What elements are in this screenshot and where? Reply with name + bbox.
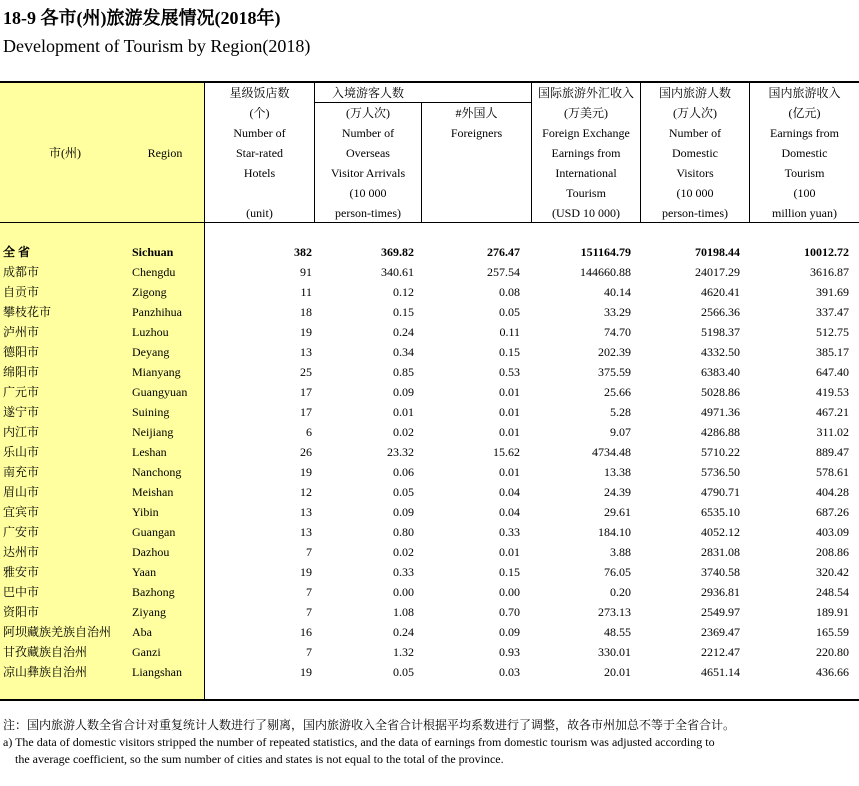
cell-domestic-visitors: 5710.22 [701, 445, 740, 459]
cell-domestic-visitors: 4332.50 [701, 345, 740, 359]
cell-domestic-visitors: 4052.12 [701, 525, 740, 539]
cell-fx: 375.59 [598, 365, 631, 379]
header-hotels-line: (unit) [246, 206, 273, 220]
cell-region-en: Suining [132, 405, 170, 419]
table-title-cn: 18-9 各市(州)旅游发展情况(2018年) [3, 8, 281, 28]
cell-domestic-earnings: 320.42 [816, 565, 849, 579]
cell-domestic-visitors: 2566.36 [701, 305, 740, 319]
cell-domestic-earnings: 189.91 [816, 605, 849, 619]
cell-fx: 202.39 [598, 345, 631, 359]
header-domestic-earnings-line: Earnings from [770, 126, 839, 140]
cell-domestic-visitors: 6535.10 [701, 505, 740, 519]
cell-overseas: 0.24 [393, 325, 414, 339]
cell-domestic-visitors: 24017.29 [695, 265, 740, 279]
header-overseas-line: Number of [341, 126, 395, 140]
cell-domestic-earnings: 311.02 [816, 425, 849, 439]
cell-hotels: 19 [300, 325, 312, 339]
cell-city-cn: 乐山市 [3, 445, 40, 459]
cell-city-cn: 雅安市 [3, 565, 40, 579]
cell-city-cn: 达州市 [3, 545, 40, 559]
header-foreigners-line: Foreigners [450, 126, 503, 140]
cell-hotels: 25 [300, 365, 312, 379]
cell-domestic-visitors: 4971.36 [701, 405, 740, 419]
table-row-total [0, 242, 859, 262]
cell-overseas: 0.02 [393, 545, 414, 559]
header-hotels-line: Star-rated [235, 146, 284, 160]
cell-domestic-visitors: 6383.40 [701, 365, 740, 379]
cell-city-cn: 巴中市 [3, 585, 40, 599]
header-domestic-earnings-line: 国内旅游收入 [768, 86, 841, 100]
cell-domestic-visitors: 2936.81 [701, 585, 740, 599]
header-fx-line: (USD 10 000) [552, 206, 620, 220]
cell-domestic-earnings: 248.54 [816, 585, 849, 599]
cell-fx: 40.14 [604, 285, 631, 299]
header-domestic-visitors-line: Number of [668, 126, 722, 140]
cell-fx: 273.13 [598, 605, 631, 619]
cell-city-cn: 资阳市 [3, 605, 40, 619]
header-fx-line: (万美元) [564, 106, 608, 120]
header-hotels-line: (个) [249, 106, 270, 120]
cell-overseas: 0.34 [393, 345, 414, 359]
cell-domestic-earnings: 337.47 [816, 305, 849, 319]
cell-city-cn: 广元市 [3, 385, 40, 399]
cell-domestic-earnings: 436.66 [816, 665, 849, 679]
cell-domestic-earnings: 512.75 [816, 325, 849, 339]
cell-overseas: 0.09 [393, 385, 414, 399]
cell-foreigners: 0.70 [499, 605, 520, 619]
cell-foreigners: 0.11 [499, 325, 520, 339]
table-row [0, 402, 859, 422]
cell-city-cn: 眉山市 [3, 485, 40, 499]
table-row [0, 542, 859, 562]
table-row [0, 462, 859, 482]
cell-fx: 76.05 [604, 565, 631, 579]
cell-domestic-visitors: 70198.44 [695, 245, 740, 259]
footnote-cn: 注：国内旅游人数全省合计对重复统计人数进行了剔离，国内旅游收入全省合计根据平均系数进行了调整，故各市州加总不等于全省合计。 [3, 718, 736, 732]
cell-foreigners: 0.03 [499, 665, 520, 679]
cell-foreigners: 0.01 [499, 385, 520, 399]
cell-domestic-earnings: 385.17 [816, 345, 849, 359]
cell-domestic-earnings: 404.28 [816, 485, 849, 499]
cell-fx: 4734.48 [592, 445, 631, 459]
cell-city-cn: 内江市 [3, 425, 40, 439]
cell-domestic-visitors: 5736.50 [701, 465, 740, 479]
cell-overseas: 0.01 [393, 405, 414, 419]
cell-hotels: 7 [306, 545, 312, 559]
header-domestic-earnings-line: million yuan) [772, 206, 837, 220]
header-domestic-earnings-line: (亿元) [788, 106, 821, 120]
cell-overseas: 0.02 [393, 425, 414, 439]
header-overseas-line: (万人次) [346, 106, 390, 120]
cell-city-cn: 泸州市 [3, 325, 40, 339]
cell-region-en: Ganzi [132, 645, 161, 659]
cell-fx: 184.10 [598, 525, 631, 539]
cell-foreigners: 0.01 [499, 425, 520, 439]
cell-overseas: 0.15 [393, 305, 414, 319]
cell-foreigners: 0.15 [499, 565, 520, 579]
header-domestic-earnings-line: Domestic [781, 146, 828, 160]
cell-fx: 48.55 [604, 625, 631, 639]
cell-foreigners: 0.00 [499, 585, 520, 599]
cell-overseas: 0.06 [393, 465, 414, 479]
cell-foreigners: 0.09 [499, 625, 520, 639]
table-row [0, 642, 859, 662]
cell-domestic-visitors: 3740.58 [701, 565, 740, 579]
table-row [0, 382, 859, 402]
table-row [0, 582, 859, 602]
cell-foreigners: 0.93 [499, 645, 520, 659]
cell-hotels: 7 [306, 645, 312, 659]
cell-region-en: Meishan [132, 485, 174, 499]
cell-domestic-visitors: 4651.14 [701, 665, 740, 679]
table-row [0, 522, 859, 542]
cell-hotels: 6 [306, 425, 312, 439]
cell-hotels: 13 [300, 345, 312, 359]
cell-city-cn: 宜宾市 [3, 505, 40, 519]
table-bottom-rule [0, 699, 859, 701]
cell-overseas: 340.61 [381, 265, 414, 279]
cell-foreigners: 15.62 [493, 445, 520, 459]
header-domestic-visitors-line: (10 000 [676, 186, 714, 200]
table-row [0, 662, 859, 682]
cell-region-en: Nanchong [132, 465, 182, 479]
cell-domestic-visitors: 4286.88 [701, 425, 740, 439]
header-overseas-line: person-times) [335, 206, 401, 220]
cell-region-en: Liangshan [132, 665, 182, 679]
table-row [0, 622, 859, 642]
cell-fx: 144660.88 [580, 265, 631, 279]
cell-foreigners: 257.54 [487, 265, 520, 279]
cell-hotels: 16 [300, 625, 312, 639]
header-hotels-line: Number of [233, 126, 286, 140]
table-row [0, 602, 859, 622]
header-foreigners-line: #外国人 [455, 106, 498, 120]
cell-region-en: Sichuan [132, 245, 174, 259]
cell-hotels: 7 [306, 585, 312, 599]
cell-fx: 33.29 [604, 305, 631, 319]
cell-overseas: 0.80 [393, 525, 414, 539]
footnotes [3, 717, 735, 768]
footnote-en-line2: the average coefficient, so the sum number of cities and states is not equal to the total of the province. [3, 752, 504, 766]
cell-overseas: 0.33 [393, 565, 414, 579]
cell-overseas: 0.05 [393, 485, 414, 499]
cell-region-en: Aba [132, 625, 152, 639]
cell-domestic-visitors: 4790.71 [701, 485, 740, 499]
cell-overseas: 23.32 [387, 445, 414, 459]
table-title-en: Development of Tourism by Region(2018) [3, 36, 311, 56]
cell-domestic-earnings: 220.80 [816, 645, 849, 659]
cell-foreigners: 0.53 [499, 365, 520, 379]
cell-city-cn: 攀枝花市 [3, 305, 52, 319]
cell-city-cn: 德阳市 [3, 345, 40, 359]
header-hotels-line: Hotels [243, 166, 276, 180]
header-domestic-visitors-line: Visitors [676, 166, 714, 180]
cell-region-en: Luzhou [132, 325, 169, 339]
cell-hotels: 17 [300, 385, 312, 399]
cell-fx: 20.01 [604, 665, 631, 679]
cell-region-en: Leshan [132, 445, 167, 459]
cell-hotels: 17 [300, 405, 312, 419]
cell-region-en: Zigong [132, 285, 167, 299]
header-domestic-visitors-line: (万人次) [673, 106, 717, 120]
cell-overseas: 0.24 [393, 625, 414, 639]
table-row [0, 302, 859, 322]
cell-fx: 151164.79 [580, 245, 631, 259]
cell-fx: 13.38 [604, 465, 631, 479]
header-overseas-line: Visitor Arrivals [330, 166, 406, 180]
cell-foreigners: 276.47 [487, 245, 520, 259]
cell-foreigners: 0.01 [499, 465, 520, 479]
cell-overseas: 1.08 [393, 605, 414, 619]
cell-hotels: 7 [306, 605, 312, 619]
cell-city-cn: 甘孜藏族自治州 [3, 645, 88, 659]
table-row [0, 362, 859, 382]
cell-hotels: 19 [300, 665, 312, 679]
footnote-en-line1: a) The data of domestic visitors stripped the number of repeated statistics, and the data of earnings from domestic tourism was adjusted according to [3, 735, 715, 749]
cell-domestic-earnings: 165.59 [816, 625, 849, 639]
cell-region-en: Bazhong [132, 585, 175, 599]
table-row [0, 342, 859, 362]
cell-region-en: Mianyang [132, 365, 181, 379]
header-fx-line: International [555, 166, 617, 180]
cell-fx: 74.70 [604, 325, 631, 339]
cell-city-cn: 成都市 [3, 265, 40, 279]
header-overseas-title: 入境游客人数 [331, 86, 404, 100]
cell-domestic-visitors: 2212.47 [701, 645, 740, 659]
cell-overseas: 0.09 [393, 505, 414, 519]
cell-hotels: 13 [300, 525, 312, 539]
table-row [0, 262, 859, 282]
cell-domestic-visitors: 2549.97 [701, 605, 740, 619]
cell-domestic-earnings: 889.47 [816, 445, 849, 459]
header-domestic-earnings-line: (100 [793, 186, 816, 200]
cell-overseas: 0.05 [393, 665, 414, 679]
cell-city-cn: 凉山彝族自治州 [3, 665, 88, 679]
cell-overseas: 0.12 [393, 285, 414, 299]
cell-hotels: 11 [300, 285, 312, 299]
cell-city-cn: 遂宁市 [3, 405, 40, 419]
cell-domestic-earnings: 208.86 [816, 545, 849, 559]
cell-overseas: 0.00 [393, 585, 414, 599]
cell-region-en: Guangan [132, 525, 176, 539]
cell-region-en: Ziyang [132, 605, 166, 619]
cell-region-en: Yibin [132, 505, 159, 519]
cell-region-en: Dazhou [132, 545, 170, 559]
cell-hotels: 12 [300, 485, 312, 499]
cell-fx: 5.28 [610, 405, 631, 419]
cell-domestic-earnings: 467.21 [816, 405, 849, 419]
table-row [0, 442, 859, 462]
cell-hotels: 19 [300, 565, 312, 579]
header-domestic-visitors-line: Domestic [672, 146, 718, 160]
header-domestic-visitors-line: 国内旅游人数 [658, 86, 731, 100]
cell-foreigners: 0.05 [499, 305, 520, 319]
table-row [0, 502, 859, 522]
cell-city-cn: 阿坝藏族羌族自治州 [3, 625, 112, 639]
cell-foreigners: 0.01 [499, 545, 520, 559]
cell-hotels: 26 [300, 445, 312, 459]
cell-foreigners: 0.15 [499, 345, 520, 359]
cell-city-cn: 南充市 [3, 465, 40, 479]
cell-fx: 25.66 [604, 385, 631, 399]
cell-domestic-earnings: 578.61 [816, 465, 849, 479]
header-region-en: Region [147, 146, 183, 160]
cell-fx: 9.07 [610, 425, 631, 439]
cell-overseas: 369.82 [381, 245, 414, 259]
header-overseas-line: (10 000 [349, 186, 387, 200]
cell-domestic-visitors: 2369.47 [701, 625, 740, 639]
cell-overseas: 0.85 [393, 365, 414, 379]
cell-city-cn: 广安市 [3, 525, 40, 539]
table-row [0, 282, 859, 302]
cell-overseas: 1.32 [393, 645, 414, 659]
cell-hotels: 18 [300, 305, 312, 319]
header-domestic-visitors-line: person-times) [662, 206, 728, 220]
cell-hotels: 13 [300, 505, 312, 519]
cell-domestic-earnings: 3616.87 [810, 265, 849, 279]
table-row [0, 422, 859, 442]
header-domestic-earnings-line: Tourism [784, 166, 825, 180]
header-fx-line: Earnings from [551, 146, 621, 160]
cell-fx: 29.61 [604, 505, 631, 519]
cell-domestic-earnings: 403.09 [816, 525, 849, 539]
table-row [0, 562, 859, 582]
header-fx-line: 国际旅游外汇收入 [537, 86, 634, 100]
cell-domestic-visitors: 5028.86 [701, 385, 740, 399]
cell-domestic-earnings: 647.40 [816, 365, 849, 379]
cell-region-en: Guangyuan [132, 385, 188, 399]
cell-city-cn: 绵阳市 [3, 365, 40, 379]
cell-foreigners: 0.33 [499, 525, 520, 539]
cell-hotels: 91 [300, 265, 312, 279]
cell-region-en: Panzhihua [132, 305, 182, 319]
cell-domestic-visitors: 5198.37 [701, 325, 740, 339]
cell-foreigners: 0.04 [499, 485, 520, 499]
header-fx-line: Tourism [566, 186, 606, 200]
header-city-cn: 市(州) [49, 146, 81, 160]
cell-domestic-visitors: 4620.41 [701, 285, 740, 299]
cell-fx: 330.01 [598, 645, 631, 659]
header-fx-line: Foreign Exchange [542, 126, 630, 140]
cell-fx: 3.88 [610, 545, 631, 559]
cell-domestic-earnings: 391.69 [816, 285, 849, 299]
cell-city-cn: 自贡市 [3, 285, 40, 299]
cell-region-en: Yaan [132, 565, 157, 579]
cell-domestic-visitors: 2831.08 [701, 545, 740, 559]
cell-fx: 0.20 [610, 585, 631, 599]
cell-region-en: Neijiang [132, 425, 174, 439]
table-row [0, 482, 859, 502]
cell-foreigners: 0.04 [499, 505, 520, 519]
cell-foreigners: 0.08 [499, 285, 520, 299]
cell-domestic-earnings: 419.53 [816, 385, 849, 399]
cell-hotels: 382 [294, 245, 312, 259]
cell-foreigners: 0.01 [499, 405, 520, 419]
cell-region-en: Deyang [132, 345, 170, 359]
cell-city-cn: 全 省 [3, 245, 31, 259]
cell-fx: 24.39 [604, 485, 631, 499]
cell-domestic-earnings: 10012.72 [804, 245, 849, 259]
cell-domestic-earnings: 687.26 [816, 505, 849, 519]
cell-hotels: 19 [300, 465, 312, 479]
header-hotels-line: 星级饭店数 [229, 86, 290, 100]
header-overseas-line: Overseas [346, 146, 390, 160]
table-row [0, 322, 859, 342]
cell-region-en: Chengdu [132, 265, 176, 279]
